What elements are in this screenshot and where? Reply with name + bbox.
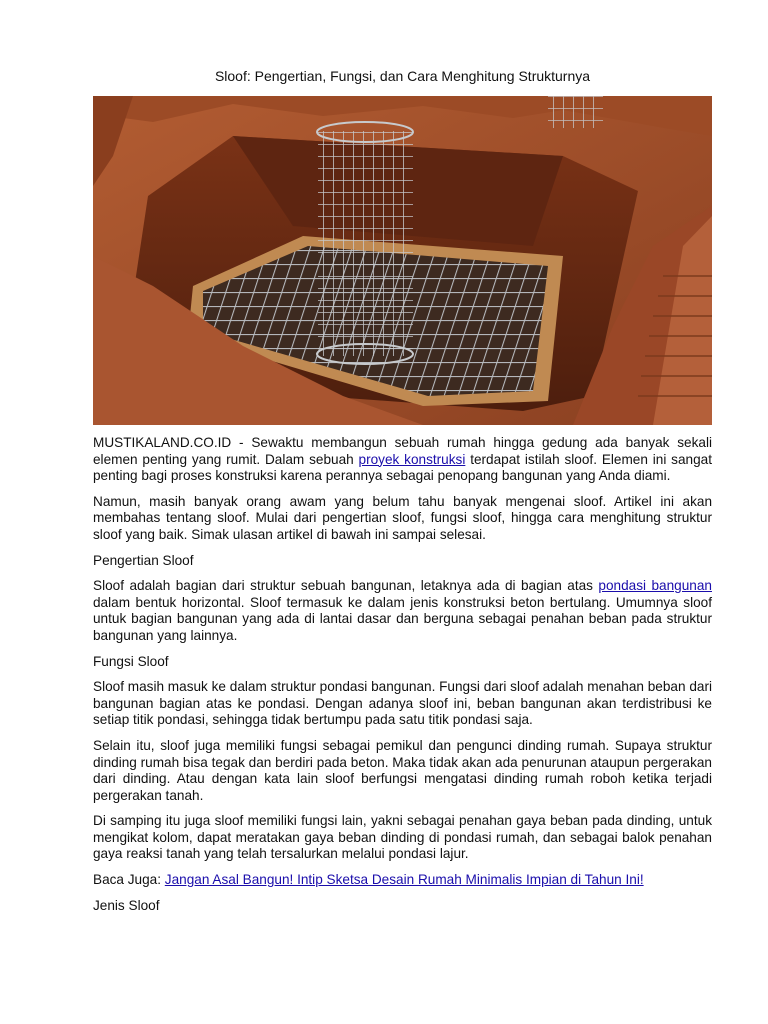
paragraph-intro-before: MUSTIKALAND.CO.ID - Sewaktu membangun sebuah rumah hingga gedung ada banyak sekali elemen penting yang rumit. Dalam sebuah <box>93 435 712 467</box>
baca-juga <box>93 872 712 889</box>
paragraph-fungsi-2: Selain itu, sloof juga memiliki fungsi sebagai pemikul dan pengunci dinding rumah. Supaya struktur dinding rumah bisa tegak dan berdiri pada beton. Maka tidak akan ada penurunan ataupun pergerakan dari dinding. Atau dengan kata lain sloof berfungsi mengatasi dinding rumah roboh ketika terjadi pergerakan tanah. <box>93 737 712 803</box>
paragraph-intro-after: terdapat istilah sloof. Elemen ini sangat penting bagi proses konstruksi karena perannya sebagai penopang bangunan yang Anda diami. <box>93 451 712 484</box>
link-proyek-konstruksi[interactable]: proyek konstruksi <box>358 451 466 467</box>
paragraph-fungsi-3: Di samping itu juga sloof memiliki fungsi lain, yakni sebagai penahan gaya beban pada dinding, untuk mengikat kolom, dapat meratakan gaya beban dinding di pondasi rumah, dan sebagai balok penahan gaya reaksi tanah yang telah tersalurkan melalui pondasi lajur. <box>93 813 712 862</box>
paragraph-pengertian-before: Sloof adalah bagian dari struktur sebuah bangunan, letaknya ada di bagian atas <box>93 578 599 594</box>
link-pondasi-bangunan[interactable]: pondasi bangunan <box>598 578 712 594</box>
baca-juga-label: Baca Juga: <box>93 872 165 888</box>
foundation-excavation-photo <box>93 96 712 425</box>
paragraph-pengertian <box>93 578 712 644</box>
heading-fungsi-sloof: Fungsi Sloof <box>93 653 169 669</box>
paragraph-fungsi-1: Sloof masih masuk ke dalam struktur pondasi bangunan. Fungsi dari sloof adalah menahan beban dari bangunan bagian atas ke pondasi. Dengan adanya sloof ini, beban bangunan akan terdistribusi ke setiap titik pondasi, sehingga tidak bertumpu pada satu titik pondasi saja. <box>93 679 712 728</box>
paragraph-overview: Namun, masih banyak orang awam yang belum tahu banyak mengenai sloof. Artikel ini akan membahas tentang sloof. Mulai dari pengertian sloof, fungsi sloof, hingga cara menghitung struktur sloof yang baik. Simak ulasan artikel di bawah ini sampai selesai. <box>93 493 712 542</box>
heading-pengertian-sloof: Pengertian Sloof <box>93 552 194 568</box>
document-page <box>93 66 712 923</box>
link-baca-juga-article[interactable]: Jangan Asal Bangun! Intip Sketsa Desain Rumah Minimalis Impian di Tahun Ini! <box>164 872 644 888</box>
paragraph-pengertian-after: dalam bentuk horizontal. Sloof termasuk ke dalam jenis konstruksi beton bertulang. Umumnya sloof untuk bagian bangunan yang ada di lantai dasar dan berguna sebagai penahan beban pada struktur bangunan yang lainnya. <box>93 594 712 643</box>
paragraph-intro <box>93 435 712 485</box>
heading-jenis-sloof: Jenis Sloof <box>93 897 160 913</box>
article-title: Sloof: Pengertian, Fungsi, dan Cara Menghitung Strukturnya <box>214 68 591 84</box>
